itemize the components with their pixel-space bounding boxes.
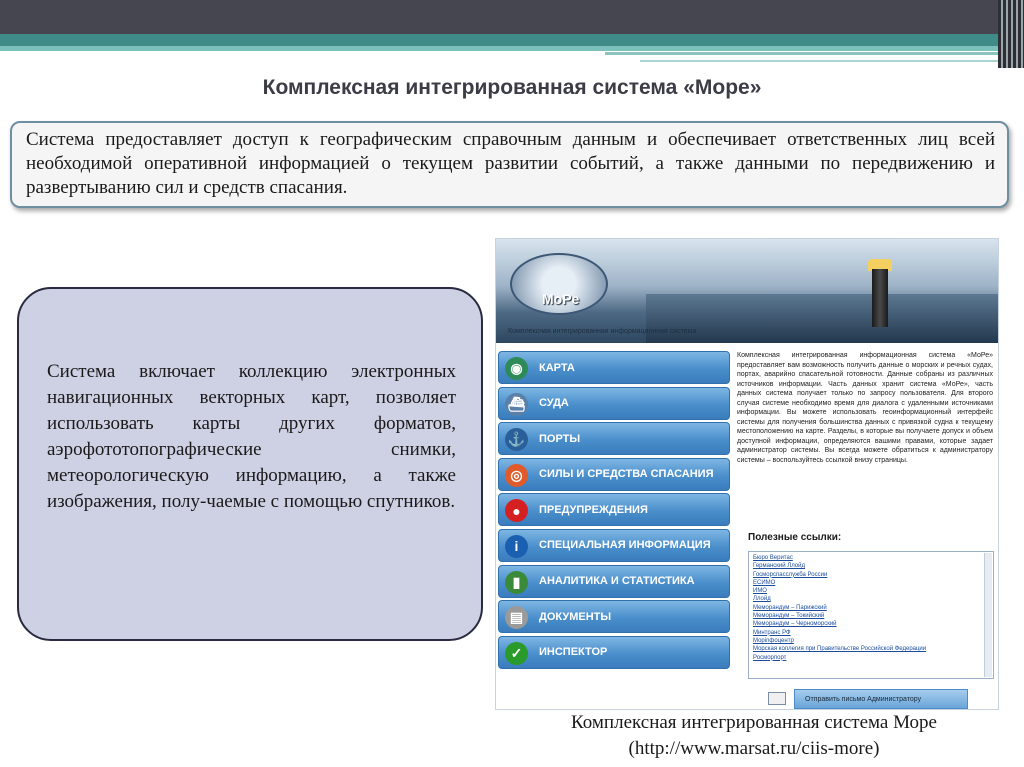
menu-item-label: СПЕЦИАЛЬНАЯ ИНФОРМАЦИЯ xyxy=(539,539,711,552)
caption-url[interactable]: (http://www.marsat.ru/ciis-more) xyxy=(628,738,880,759)
link-item[interactable]: Германский Ллойд xyxy=(753,563,805,570)
menu-item[interactable] xyxy=(498,565,730,598)
ship-icon: ⛴ xyxy=(505,393,528,416)
header-accent-bar xyxy=(0,34,1024,46)
document-icon: ▤ xyxy=(505,606,528,629)
menu-item[interactable] xyxy=(498,351,730,384)
info-box: Система включает коллекцию электронных навигационных векторных карт, позволяет использовать карты других форматов, аэрофототопографические снимки, метеорологическую информацию, а также изображения, полу-чаемые с помощью спутников. xyxy=(17,287,483,641)
lighthouse-icon xyxy=(872,269,888,327)
website-screenshot xyxy=(495,238,999,710)
site-intro-text: Комплексная интегрированная информационная система «МоРе» предоставляет вам возможность получить данные о морских и речных судах, портах, аварийно спасательной готовности. Данные собраны из различных источников информации. Часть данных хранит система «МоРе», часть данных система получает только по запросу пользователя. Для второго случая системе необходимо время для диалога с удаленными источниками информации. Вы можете использовать геоинформационный интерфейс системы для получения большинства данных с привязкой судна к текущему местоположению на карте. Разделы, в которые вы получаете допуск и объем доступной информации, определяются вашими правами, которые задает администратор системы. Вы всегда можете обратиться к администратору системы – воспользуйтесь ссылкой внизу страницы. xyxy=(737,352,993,464)
menu-item-label: СУДА xyxy=(539,397,569,410)
sea-image xyxy=(646,294,999,343)
decorative-stripes xyxy=(998,0,1024,68)
menu-item[interactable] xyxy=(498,458,730,491)
links-list xyxy=(748,551,994,679)
lifebuoy-icon: ◎ xyxy=(505,464,528,487)
header-bar xyxy=(0,0,1024,34)
site-banner xyxy=(496,239,999,343)
menu-item-label: ПРЕДУПРЕЖДЕНИЯ xyxy=(539,503,648,516)
menu-item[interactable] xyxy=(498,600,730,633)
decorative-line xyxy=(605,52,1005,55)
menu-item-label: ИНСПЕКТОР xyxy=(539,646,608,659)
globe-icon: ◉ xyxy=(505,357,528,380)
link-item[interactable]: Бюро Веритас xyxy=(753,555,793,561)
menu-item[interactable] xyxy=(498,529,730,562)
link-item[interactable]: ЕСИМО xyxy=(753,579,776,586)
link-item[interactable]: Меморандум – Черноморский xyxy=(753,621,837,628)
menu-item-label: ДОКУМЕНТЫ xyxy=(539,610,612,623)
menu-item[interactable] xyxy=(498,636,730,669)
link-item[interactable]: Росморпорт xyxy=(753,654,787,661)
link-item[interactable]: Меморандум – Парижский xyxy=(753,604,827,611)
caption-title: Комплексная интегрированная система Море xyxy=(571,712,937,733)
menu-item-label: КАРТА xyxy=(539,361,575,374)
link-item[interactable]: Морская коллегия при Правительстве Российской Федерации xyxy=(753,646,927,653)
alarm-icon: ● xyxy=(505,499,528,522)
screenshot-caption xyxy=(484,710,1024,762)
menu-item[interactable] xyxy=(498,387,730,420)
banner-caption: Комплексная интегрированная информационная система xyxy=(508,328,697,335)
links-title: Полезные ссылки: xyxy=(748,532,842,543)
check-icon: ✓ xyxy=(505,642,528,665)
mail-icon xyxy=(768,692,786,705)
description-box: Система предоставляет доступ к географическим справочным данным и обеспечивает ответственных лиц всей необходимой оперативной информацией о текущем развитии событий, а также данными по передвижению и развертыванию сил и средств спасания. xyxy=(10,121,1009,208)
menu-item[interactable] xyxy=(498,493,730,526)
links-scrollbar[interactable] xyxy=(984,553,992,677)
link-item[interactable]: ИМО xyxy=(753,588,767,595)
menu-item-label: СИЛЫ И СРЕДСТВА СПАСАНИЯ xyxy=(539,468,714,481)
link-item[interactable]: Ллойд xyxy=(753,596,771,603)
chart-icon: ▮ xyxy=(505,571,528,594)
info-icon: i xyxy=(505,535,528,558)
anchor-icon: ⚓ xyxy=(505,428,528,451)
decorative-line xyxy=(640,60,1004,62)
site-menu xyxy=(498,351,730,671)
header-accent-line xyxy=(0,46,1024,51)
menu-item-label: ПОРТЫ xyxy=(539,432,581,445)
mail-admin-button[interactable]: Отправить письмо Администратору xyxy=(794,689,968,709)
site-logo-text: MoPe xyxy=(542,291,580,307)
menu-item[interactable] xyxy=(498,422,730,455)
menu-item-label: АНАЛИТИКА И СТАТИСТИКА xyxy=(539,575,695,588)
link-item[interactable]: Морinфоцентр xyxy=(753,637,794,644)
slide-title: Комплексная интегрированная система «Море» xyxy=(262,76,762,99)
link-item[interactable]: Минтранс РФ xyxy=(753,629,791,636)
link-item[interactable]: Меморандум – Токийский xyxy=(753,613,825,620)
link-item[interactable]: Госморспасслужба России xyxy=(753,571,828,578)
